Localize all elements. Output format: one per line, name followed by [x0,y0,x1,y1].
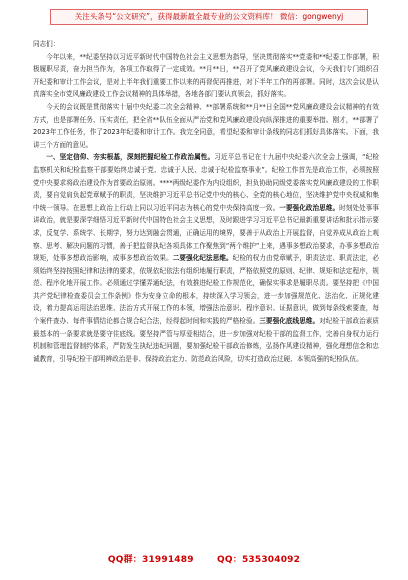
document-body [33,38,379,365]
footer-contact [0,552,408,565]
paragraph-intro: 今年以来，**纪委坚持以习近平新时代中国特色社会主义思想为指导，坚决贯彻落实**党委和**纪委工作部署，积极履职尽责，奋力担当作为，各项工作取得了一定成效。**月**日，**召开了党风廉政建设会议，今天我们专门组织召开纪委和审计工作会议，是对上半年我们重要工作以来的再督促再推进，对下半年工作的再部署。同时，这次会议是认真落实全市党风廉政建设工作会议精神的具体举措，各地各部门要认真领会，抓好落实。 [33,52,379,99]
emphasis-point2: 二要强化纪法思维。 [172,254,233,263]
emphasis-point1: 一要强化政治思维。 [279,203,340,212]
promo-banner: 关注头条号“公文研究”，获得最新最全最专业的公文资料库！ 微信：gongwenyj [50,9,368,25]
paragraph-meeting: 今天的会议既是贯彻落实十届中央纪委二次全会精神、**部署系统和**月**日全国**党风廉政建设会议精神的有效方式，也是部署任务、压实责任，把全省**队伍全面从严治党和党风廉政建设向纵深推进的重要举措。刚才，**部署了2023年工作任务，作了2023年纪委和审计工作。我完全同意，希望纪委和审计条线的同志们抓好具体落实。下面，我讲三个方面的意见。 [33,102,379,149]
footer-qq: QQ：535304092 [217,555,301,565]
emphasis-point3: 三要强化底线思维。 [259,317,320,326]
greeting: 同志们： [33,40,60,48]
paragraph-section-one: 一、坚定信仰、夯实根基，深刻把握纪检工作政治属性。习近平总书记在十九届中央纪委六次全会上强调，“纪检监察机关和纪检监察干部要始终忠诚于党、忠诚于人民、忠诚于纪检监察事业”。纪检工作首先是政治工作，必须按照党中央要求将政治建设作为首要政治原则。****两级纪委作为内设组织，担负协助同级党委落实党风廉政建设的工作职责，要自觉肩负起党章赋予的职责，坚决维护习近平总书记党中央的核心、全党的核心地位，坚决维护党中央权威和集中统一领导。在思想上政治上行动上同以习近平同志为核心的党中央保持高度一致。一要强化政治思维。时刻处处事事讲政治，就是要深学细悟习近平新时代中国特色社会主义思想，及时跟进学习习近平总书记最新重要讲话和批示指示要求，反复学、系统学、长期学，努力达到融会贯通，正确运用的境界，要善于从政治上开展监督，自觉养成从政治上观察、思考、解决问题的习惯，善于把监督执纪各项具体工作聚焦到“两个维护”上来，遇事多想政治要求，办事多想政治规矩，处事多想政治影响，成事多想政治效果。二要强化纪法思维。纪检的权力由党章赋予，职责法定、职责法定，必须始终坚持按照纪律和法律的要求，依规依纪依法有组织地履行职责，严格依照党的原则、纪律、规矩和法定程序，规范、程序化地开展工作。必须通过学懂弄通纪法，有效推进纪检工作规范化，确保实事求是履职尽责。要坚持把《中国共产党纪律检查委员会工作条例》作为安身立命的根本，持续深入学习领会，进一步加强规范化、法治化、正规化建设，着力提高运用法治思维、法治方式开展工作的本领，增强法治意识、程序意识、证据意识，做到每条线索要查，每个案件查办、每件事情结论都合规合纪合法，经得起时间和实践的严格检验。三要强化底线思维。对纪检干部政治素质最基本的一条要求就是要守住底线。要坚持严管与厚爱相结合，进一步加强对纪检干部的监督工作，完善自身权力运行机制和管理监督制约体系，严防发生执纪违纪问题，要加强纪检干部政治修炼，弘扬作风建设精神，强化理想信念和忠诚教育，引导纪检干部明辨政治是非、保持政治定力、防范政治风险，切实打造政治过硬、本领高强的纪检队伍。 [33,153,380,363]
footer-qq-group: QQ群：31991489 [107,555,194,565]
emphasis-heading1: 一、坚定信仰、夯实根基，深刻把握纪检工作政治属性。 [46,153,215,162]
